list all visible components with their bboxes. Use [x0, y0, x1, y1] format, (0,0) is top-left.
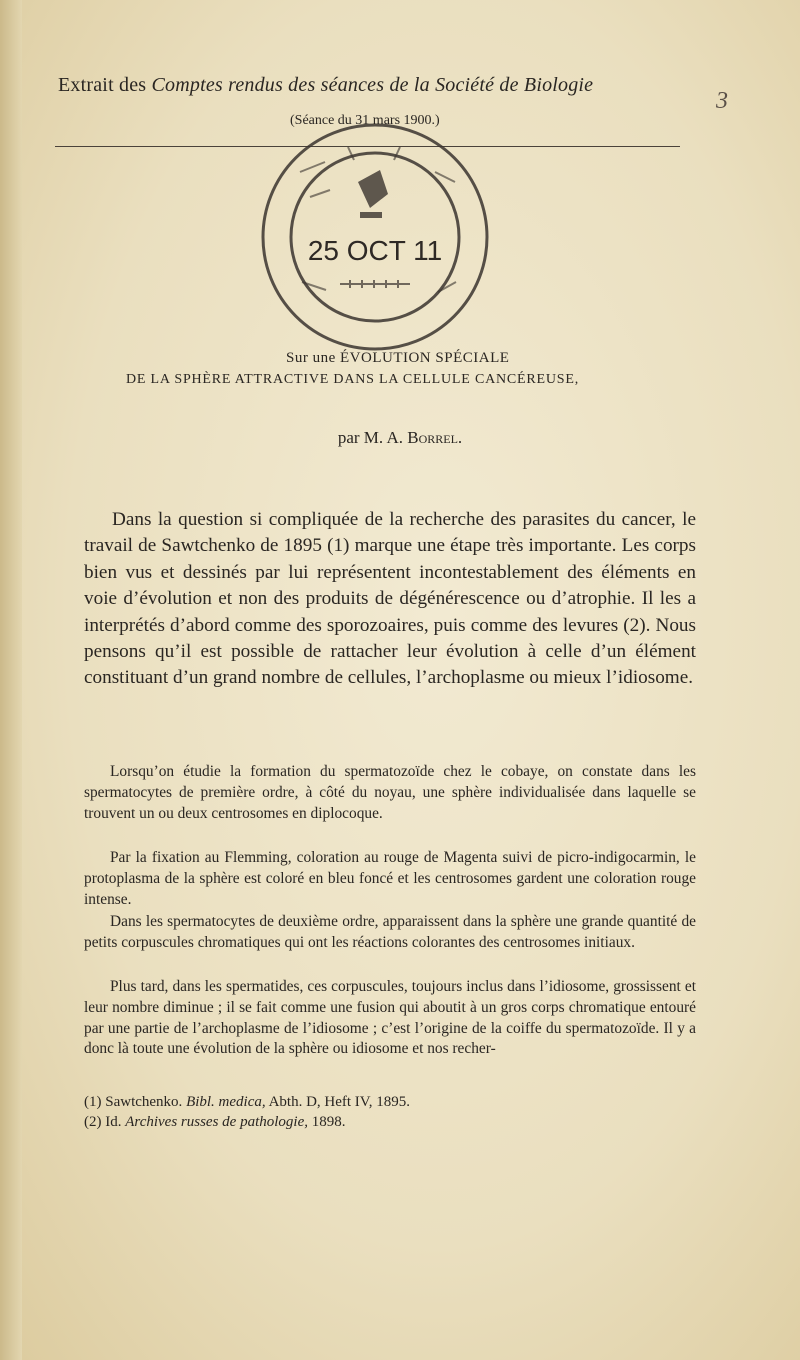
header-prefix: Extrait des	[58, 74, 152, 96]
article-title-line2: DE LA SPHÈRE ATTRACTIVE DANS LA CELLULE CANCÉREUSE,	[126, 372, 580, 387]
corner-handwritten-mark: 3	[716, 88, 728, 114]
author-name: Borrel.	[407, 428, 463, 447]
footnote-2-italic: Archives russes de pathologie,	[125, 1114, 308, 1130]
footnote-2-rest: 1898.	[308, 1114, 346, 1130]
article-title-line1: Sur une ÉVOLUTION SPÉCIALE	[286, 350, 510, 366]
header-journal: Comptes rendus des séances de la Société de Biologie	[151, 74, 594, 96]
footnote-1-prefix: (1) Sawtchenko.	[84, 1094, 187, 1110]
paragraph-fixation: Par la fixation au Flemming, coloration au rouge de Magenta suivi de picro-indigocarmin, le protoplasma de la sphère est coloré en bleu foncé et les centrosomes gardent une coloration rouge intense.	[84, 849, 696, 908]
paragraph-spermatides: Plus tard, dans les spermatides, ces corpuscules, toujours inclus dans l’idiosome, grossissent et leur nombre diminue ; il se fait comme une fusion qui aboutit à un gros corps chromatique entouré par une partie de l’archoplasme de l’idiosome ; c’est l’origine de la coiffe du spermatozoïde. Il y a donc là toute une évolution de la sphère ou idiosome et nos recher-	[84, 978, 696, 1058]
footnote-1	[84, 1094, 410, 1111]
author-byline	[0, 428, 800, 448]
stamp-date: 25 OCT 11	[307, 235, 443, 266]
library-stamp	[230, 112, 520, 362]
paragraph-second-order: Dans les spermatocytes de deuxième ordre, apparaissent dans la sphère une grande quantité de petits corpuscules chromatiques qui ont les réactions colorantes des centrosomes initiaux.	[84, 913, 696, 951]
footnote-2-prefix: (2) Id.	[84, 1114, 126, 1130]
header-citation	[58, 74, 678, 97]
footnote-1-rest: Abth. D, Heft IV, 1895.	[265, 1094, 410, 1110]
footnote-1-italic: Bibl. medica,	[186, 1094, 266, 1110]
author-prefix: par M. A.	[337, 428, 408, 447]
paragraph-spermatocytes: Lorsqu’on étudie la formation du spermatozoïde chez le cobaye, on constate dans les spermatocytes de première ordre, à côté du noyau, une sphère individualisée dans laquelle se trouvent un ou deux centrosomes en diplocoque.	[84, 763, 696, 822]
paper-edge	[0, 0, 22, 1360]
seance-date: (Séance du 31 mars 1900.)	[290, 113, 440, 128]
paragraph-intro: Dans la question si compliquée de la recherche des parasites du cancer, le travail de Sawtchenko de 1895 (1) marque une étape très importante. Les corps bien vus et dessinés par lui représentent incontestablement des éléments en voie d’évolution et non des produits de dégénérescence ou d’atrophie. Il les a interprétés d’abord comme des sporozoaires, puis comme des levures (2). Nous pensons qu’il est possible de rattacher leur évolution à celle d’un élément constituant d’un grand nombre de cellules, l’archoplasme ou mieux l’idiosome.	[84, 509, 696, 689]
footnote-2	[84, 1114, 346, 1131]
